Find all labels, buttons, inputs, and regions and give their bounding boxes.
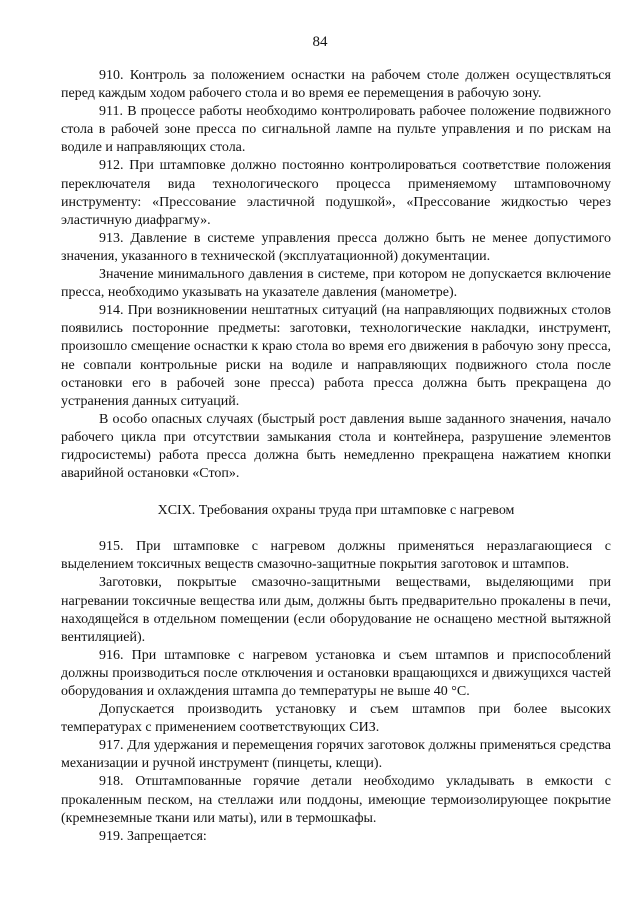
paragraph-915-continuation: Заготовки, покрытые смазочно-защитными веществами, выделяющими при нагревании токсичные вещества или дым, должны быть предварительно прокалены в печи, находящейся в отдельном помещении (если оборудование не оснащено местной вытяжной вентиляцией). — [61, 575, 611, 645]
paragraph-913: 913. Давление в системе управления пресса должно быть не менее допустимого значения, указанного в технической (эксплуатационной) документации. — [61, 230, 611, 264]
paragraph-917: 917. Для удержания и перемещения горячих заготовок должны применяться средства механизации и ручной инструмент (пинцеты, клещи). — [61, 738, 611, 772]
paragraph-910: 910. Контроль за положением оснастки на рабочем столе должен осуществляться перед каждым ходом рабочего стола и во время ее перемещения в рабочую зону. — [61, 68, 611, 102]
page-number: 84 — [312, 34, 328, 50]
paragraph-914-continuation: В особо опасных случаях (быстрый рост давления выше заданного значения, начало рабочего цикла при отсутствии замыкания стола и контейнера, разрушение элементов гидросистемы) работа пресса должна быть немедленно прекращена нажатием кнопки аварийной остановки «Стоп». — [61, 411, 611, 482]
section-heading: XCIX. Требования охраны труда при штамповке с нагревом — [157, 503, 515, 519]
paragraph-919: 919. Запрещается: — [99, 828, 207, 844]
document-body — [61, 67, 611, 846]
paragraph-918: 918. Отштампованные горячие детали необходимо укладывать в емкости с прокаленным песком, на стеллажи или поддоны, имеющие термоизолирующее покрытие (кремнеземные ткани или маты), или в термошкафы. — [61, 774, 611, 826]
paragraph-916: 916. При штамповке с нагревом установка и съем штампов и приспособлений должны производиться после отключения и остановки вращающихся и движущихся частей оборудования и охлаждения штампа до температуры не выше 40 °С. — [61, 647, 611, 699]
paragraph-916-continuation: Допускается производить установку и съем штампов при более высоких температурах с применением соответствующих СИЗ. — [61, 702, 611, 736]
paragraph-912: 912. При штамповке должно постоянно контролироваться соответствие положения переключателя вида технологического процесса применяемому штамповочному инструменту: «Прессование эластичной подушкой», «Прессование жидкостью через эластичную диафрагму». — [61, 158, 611, 228]
paragraph-915: 915. При штамповке с нагревом должны применяться неразлагающиеся с выделением токсичных веществ смазочно-защитные покрытия заготовок и штампов. — [61, 539, 611, 573]
paragraph-913-continuation: Значение минимального давления в системе, при котором не допускается включение пресса, необходимо указывать на указателе давления (манометре). — [61, 267, 611, 301]
paragraph-914: 914. При возникновении нештатных ситуаций (на направляющих подвижных столов появились посторонние предметы: заготовки, технологические накладки, инструмент, произошло смещение оснастки к краю стола во время его движения в рабочую зону пресса, не совпали контрольные риски на водиле и направляющих подвижного стола после остановки его в рабочей зоне пресса) работа пресса должна быть прекращена до устранения данных ситуаций. — [61, 303, 611, 409]
paragraph-911: 911. В процессе работы необходимо контролировать рабочее положение подвижного стола в рабочей зоне пресса по сигнальной лампе на пульте управления и по рискам на водиле и направляющих стола. — [61, 104, 611, 156]
